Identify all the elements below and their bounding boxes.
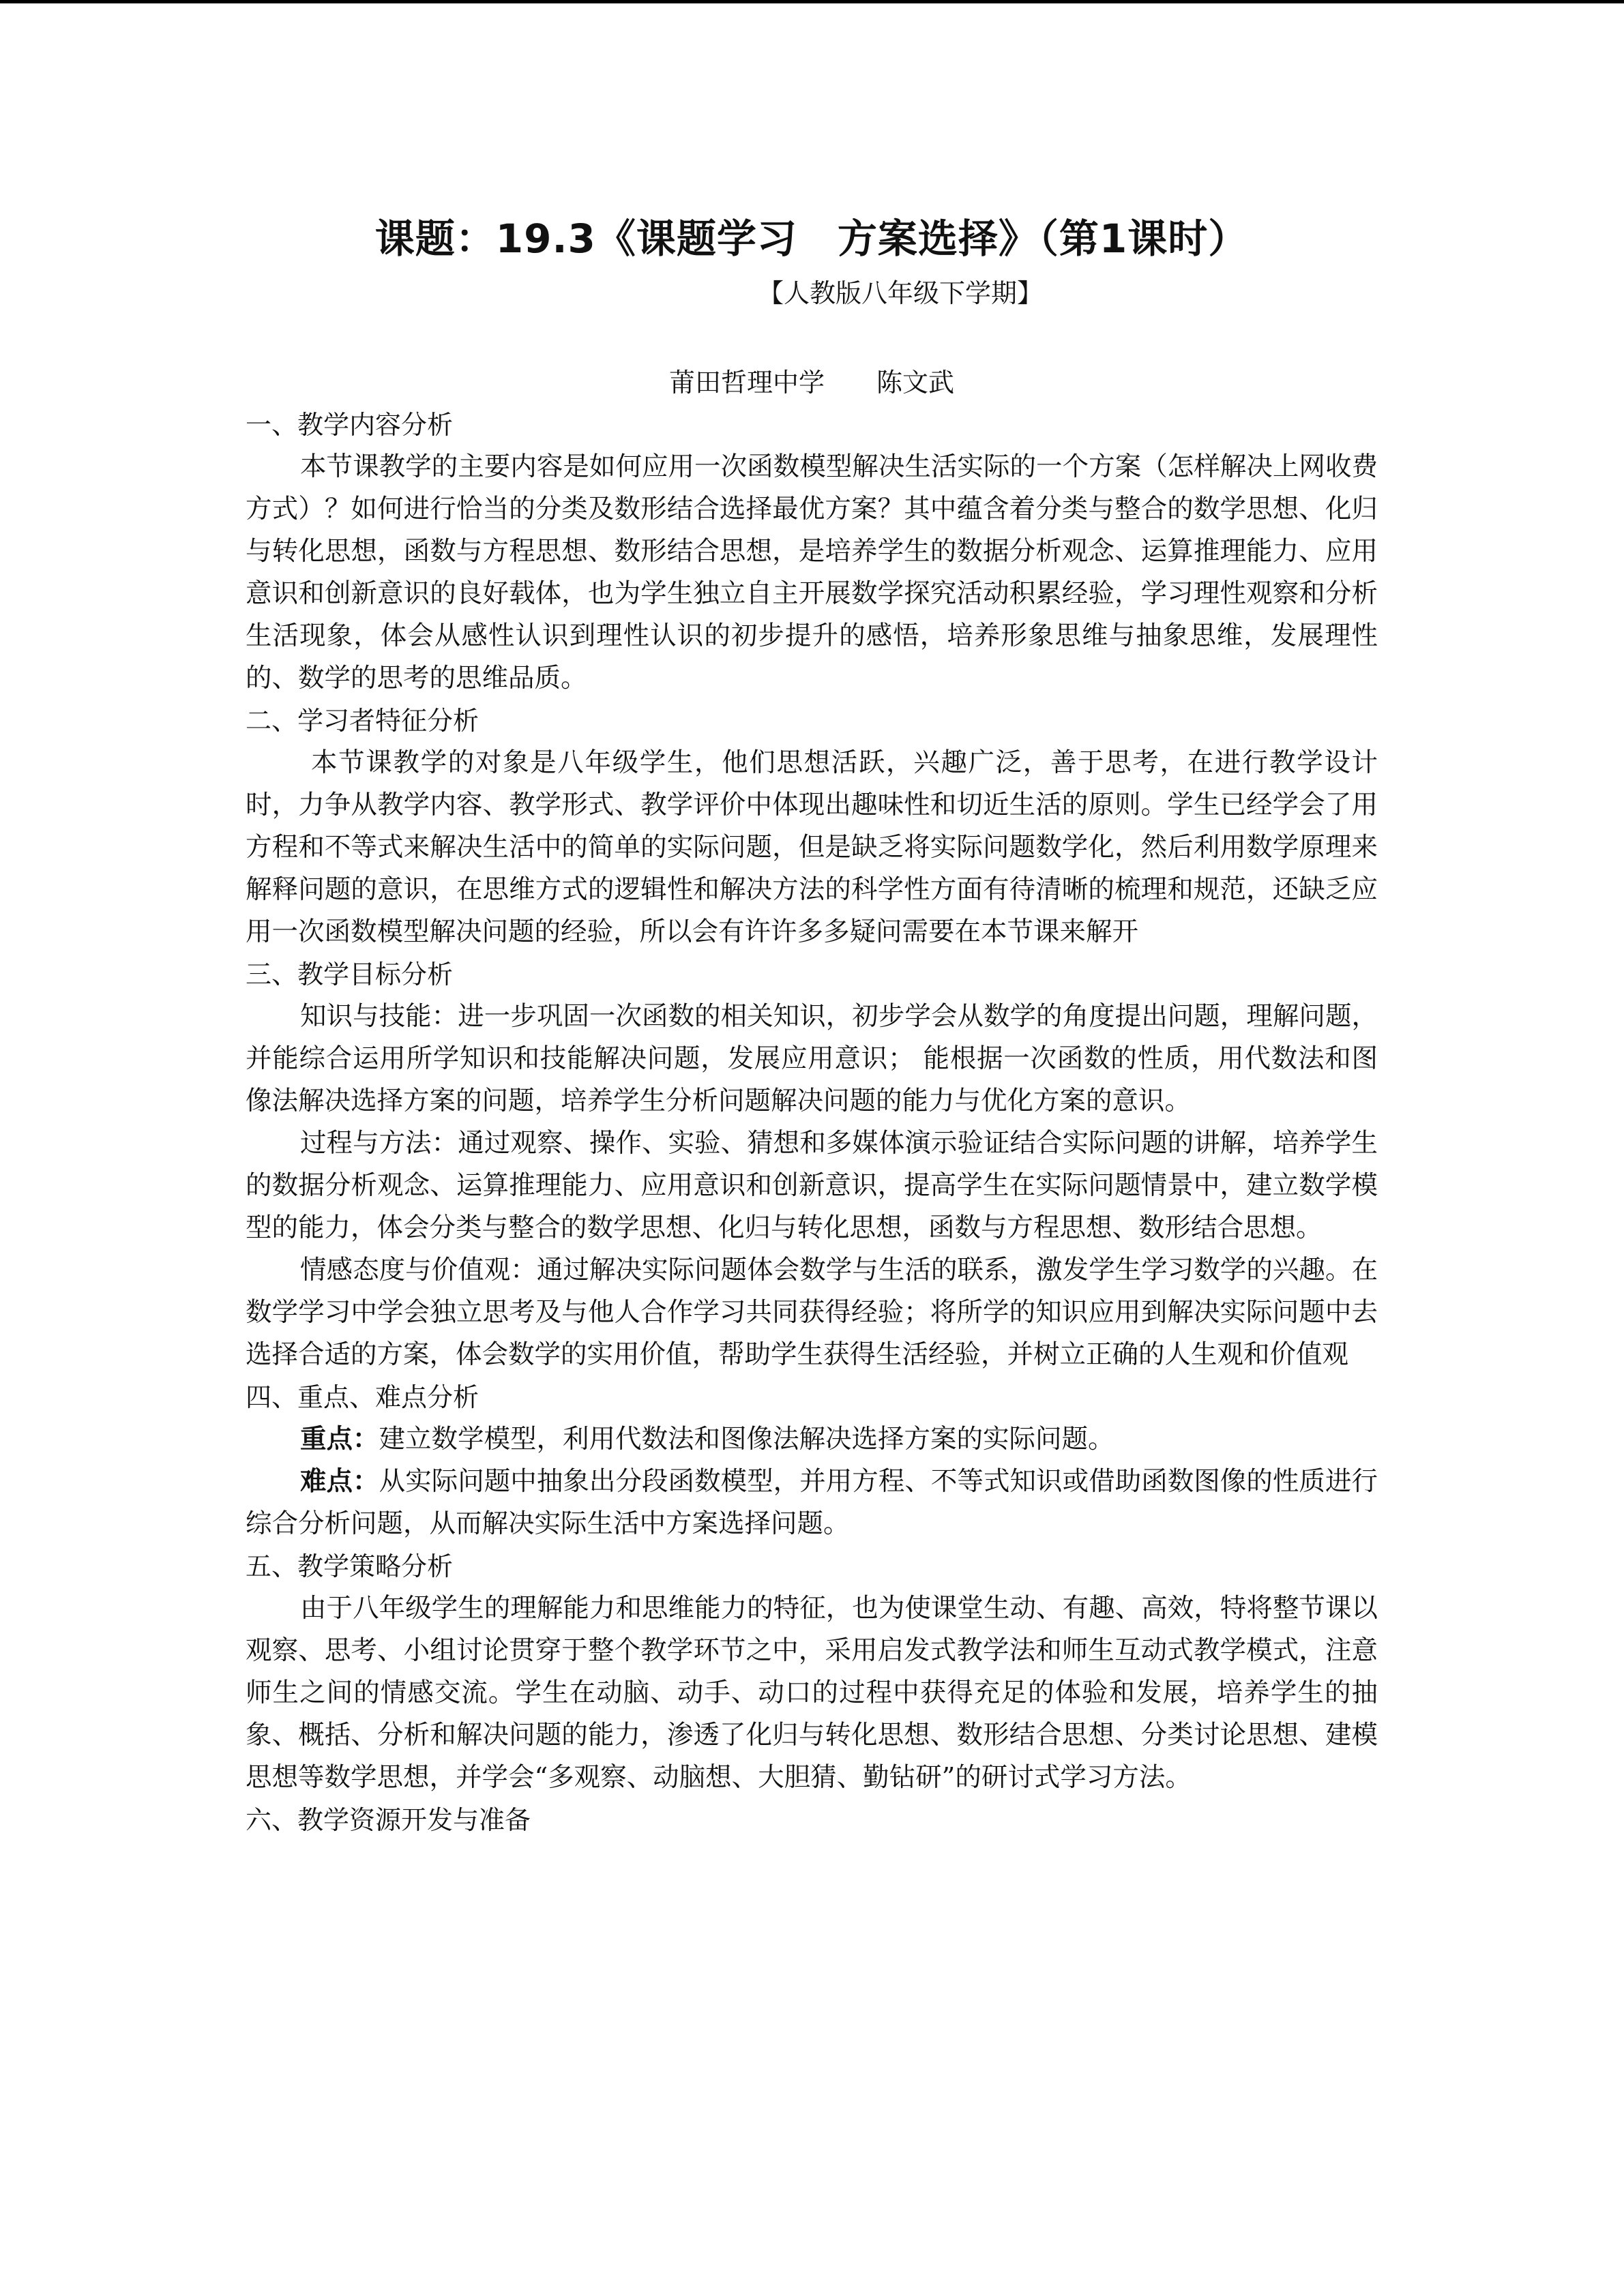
key-point: [246, 1418, 1378, 1461]
objective-knowledge-skills: 知识与技能：进一步巩固一次函数的相关知识，初步学会从数学的角度提出问题，理解问题，并能综合运用所学知识和技能解决问题，发展应用意识； 能根据一次函数的性质，用代数法和图像法解决选择方案的问题，培养学生分析问题解决问题的能力与优化方案的意识。: [246, 1001, 1378, 1116]
document-page: [246, 205, 1378, 1841]
section-paragraph: 本节课教学的对象是八年级学生，他们思想活跃，兴趣广泛，善于思考，在进行教学设计时，力争从教学内容、教学形式、教学评价中体现出趣味性和切近生活的原则。学生已经学会了用方程和不等式来解决生活中的简单的实际问题，但是缺乏将实际问题数学化，然后利用数学原理来解释问题的意识，在思维方式的逻辑性和解决方法的科学性方面有待清晰的梳理和规范，还缺乏应用一次函数模型解决问题的经验，所以会有许许多多疑问需要在本节课来解开: [246, 747, 1378, 947]
top-border-rule: [0, 0, 1624, 3]
key-point-text: 建立数学模型，利用代数法和图像法解决选择方案的实际问题。: [379, 1424, 1114, 1455]
section-heading-key-difficult: 四、重点、难点分析: [246, 1382, 479, 1412]
section-paragraph: 本节课教学的主要内容是如何应用一次函数模型解决生活实际的一个方案（怎样解决上网收费方式）？如何进行恰当的分类及数形结合选择最优方案？其中蕴含着分类与整合的数学思想、化归与转化思想，函数与方程思想、数形结合思想，是培养学生的数据分析观念、运算推理能力、应用意识和创新意识的良好载体，也为学生独立自主开展数学探究活动积累经验，学习理性观察和分析生活现象，体会从感性认识到理性认识的初步提升的感悟，培养形象思维与抽象思维，发展理性的、数学的思考的思维品质。: [246, 451, 1378, 694]
document-title: 课题：19.3《课题学习 方案选择》（第1课时）: [374, 215, 1249, 262]
section-heading-content-analysis: 一、教学内容分析: [246, 410, 454, 440]
section-paragraph: 由于八年级学生的理解能力和思维能力的特征，也为使课堂生动、有趣、高效，特将整节课以观察、思考、小组讨论贯穿于整个教学环节之中，采用启发式教学法和师生互动式教学模式，注意师生之间的情感交流。学生在动脑、动手、动口的过程中获得充足的体验和发展，培养学生的抽象、概括、分析和解决问题的能力，渗透了化归与转化思想、数形结合思想、分类讨论思想、建模思想等数学思想，并学会“多观察、动脑想、大胆猜、勤钻研”的研讨式学习方法。: [246, 1593, 1378, 1793]
difficult-point-text: 从实际问题中抽象出分段函数模型，并用方程、不等式知识或借助函数图像的性质进行综合分析问题，从而解决实际生活中方案选择问题。: [246, 1466, 1378, 1539]
author-line: 莆田哲理中学 陈文武: [668, 368, 954, 398]
objective-attitude-values: 情感态度与价值观：通过解决实际问题体会数学与生活的联系，激发学生学习数学的兴趣。在数学学习中学会独立思考及与他人合作学习共同获得经验；将所学的知识应用到解决实际问题中去选择合适的方案，体会数学的实用价值，帮助学生获得生活经验，并树立正确的人生观和价值观: [246, 1255, 1378, 1370]
edition-label: 【人教版八年级下学期】: [757, 278, 1043, 308]
objective-process-methods: 过程与方法：通过观察、操作、实验、猜想和多媒体演示验证结合实际问题的讲解，培养学生的数据分析观念、运算推理能力、应用意识和创新意识，提高学生在实际问题情景中，建立数学模型的能力，体会分类与整合的数学思想、化归与转化思想，函数与方程思想、数形结合思想。: [246, 1128, 1378, 1243]
key-point-label: 重点：: [300, 1424, 379, 1455]
section-heading-resources: 六、教学资源开发与准备: [246, 1805, 531, 1835]
section-heading-strategy: 五、教学策略分析: [246, 1551, 454, 1581]
section-heading-objectives: 三、教学目标分析: [246, 959, 454, 989]
difficult-point-label: 难点：: [300, 1466, 379, 1497]
difficult-point: [246, 1461, 1378, 1545]
section-heading-learner-analysis: 二、学习者特征分析: [246, 706, 479, 736]
